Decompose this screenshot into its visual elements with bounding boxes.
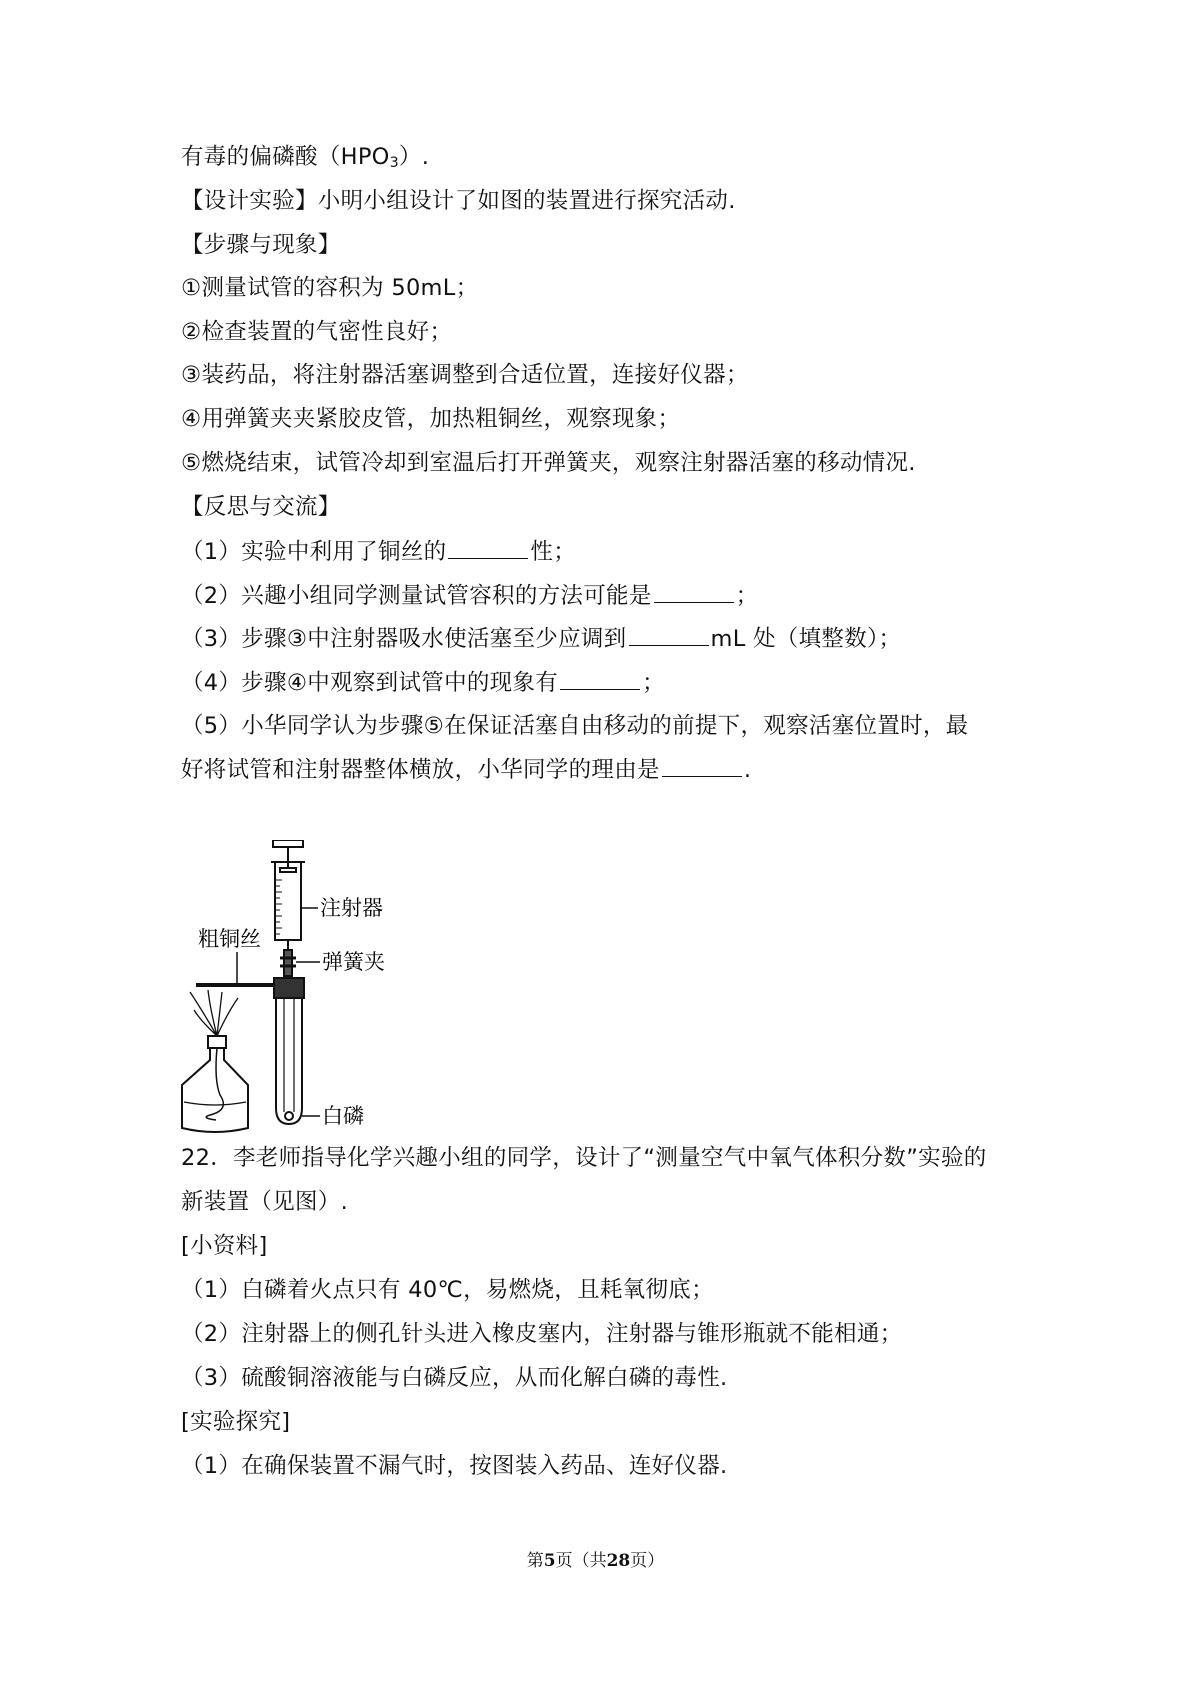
question-text: mL 处（填整数）； [710, 626, 902, 652]
text-line-1 [181, 142, 429, 178]
label-white-phosphorus: 白磷 [322, 1104, 364, 1128]
problem-22-line-2: 新装置（见图）. [181, 1189, 349, 1215]
label-copper-wire: 粗铜丝 [198, 927, 261, 951]
question-4 [181, 667, 665, 698]
section-heading-steps: 【步骤与现象】 [181, 232, 341, 258]
white-phosphorus [285, 1112, 293, 1120]
step-5: ⑤燃烧结束，试管冷却到室温后打开弹簧夹，观察注射器活塞的移动情况. [181, 450, 916, 476]
subscript: 3 [389, 155, 399, 171]
footer-text: 第 [526, 1551, 544, 1571]
flame [190, 990, 238, 1036]
step-1: ①测量试管的容积为 50mL； [181, 275, 479, 301]
question-text: 性； [530, 539, 577, 565]
page-total: 28 [606, 1551, 631, 1571]
explore-heading: [实验探究] [181, 1409, 291, 1435]
rubber-tube [284, 950, 292, 976]
question-3 [181, 623, 901, 654]
text-line-2: 【设计实验】小明小组设计了如图的装置进行探究活动. [181, 188, 736, 214]
step-4: ④用弹簧夹夹紧胶皮管，加热粗铜丝，观察现象； [181, 406, 681, 432]
answer-blank [560, 667, 640, 690]
text-segment: 有毒的偏磷酸（HPO [181, 144, 390, 170]
answer-blank [448, 536, 528, 559]
question-text: 好将试管和注射器整体横放，小华同学的理由是 [181, 757, 660, 783]
problem-22-line-1: 22．李老师指导化学兴趣小组的同学，设计了“测量空气中氧气体积分数”实验的 [181, 1145, 987, 1171]
explore-item-1: （1）在确保装置不漏气时，按图装入药品、连好仪器. [181, 1453, 728, 1479]
label-spring-clamp: 弹簧夹 [322, 950, 385, 974]
apparatus-figure [170, 840, 440, 1140]
footer-text: 页） [630, 1551, 665, 1571]
answer-blank [662, 754, 742, 777]
info-item-3: （3）硫酸铜溶液能与白磷反应，从而化解白磷的毒性. [181, 1365, 728, 1391]
plunger-stopper [280, 868, 296, 872]
apparatus-drawing [170, 840, 440, 1140]
page-number: 5 [543, 1551, 556, 1571]
question-text: （4）步骤④中观察到试管中的现象有 [181, 670, 559, 696]
test-tube [276, 998, 302, 1124]
info-heading: [小资料] [181, 1233, 268, 1259]
question-text: ； [735, 583, 759, 609]
info-item-2: （2）注射器上的侧孔针头进入橡皮塞内，注射器与锥形瓶就不能相通； [181, 1321, 903, 1347]
plunger-head [273, 840, 303, 847]
question-5-line-1: （5）小华同学认为步骤⑤在保证活塞自由移动的前提下，观察活塞位置时，最 [181, 713, 969, 739]
alcohol-lamp [182, 1045, 248, 1132]
question-1 [181, 536, 576, 567]
question-text: . [743, 757, 752, 783]
footer-text: 页（共 [555, 1551, 607, 1571]
label-syringe: 注射器 [320, 896, 383, 920]
step-2: ②检查装置的气密性良好； [181, 319, 453, 345]
answer-blank [629, 623, 709, 646]
section-heading-reflection: 【反思与交流】 [181, 494, 341, 520]
question-2 [181, 580, 758, 611]
answer-blank [654, 580, 734, 603]
info-item-1: （1）白磷着火点只有 40℃，易燃烧，且耗氧彻底； [181, 1277, 714, 1303]
page-footer [0, 1546, 1191, 1571]
question-text: （2）兴趣小组同学测量试管容积的方法可能是 [181, 583, 652, 609]
question-5-line-2 [181, 754, 751, 785]
question-text: （3）步骤③中注射器吸水使活塞至少应调到 [181, 626, 627, 652]
question-text: ； [642, 670, 665, 696]
text-segment: ）. [398, 144, 430, 170]
question-text: （1）实验中利用了铜丝的 [181, 539, 447, 565]
step-3: ③装药品，将注射器活塞调整到合适位置，连接好仪器； [181, 362, 749, 388]
rubber-stopper [274, 978, 304, 998]
